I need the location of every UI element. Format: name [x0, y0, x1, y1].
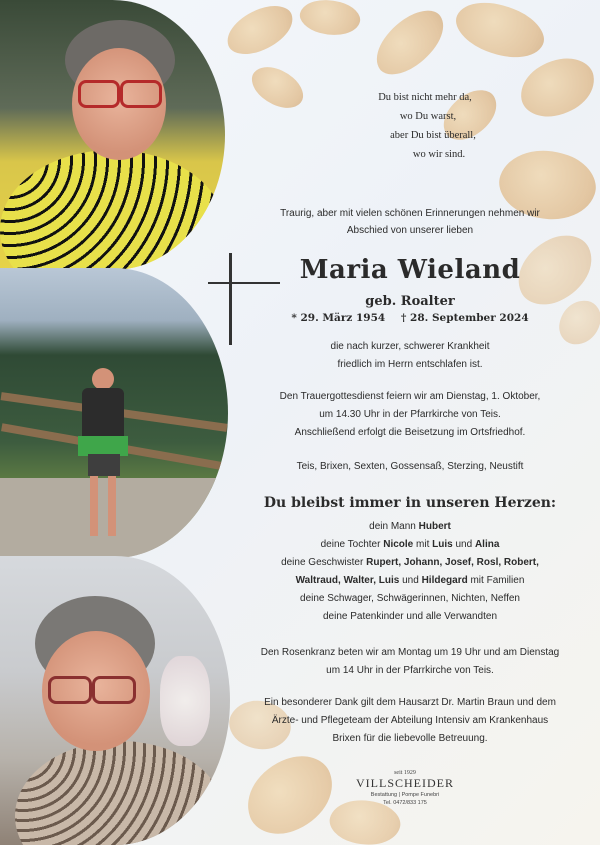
poem-line: wo Du warst,	[399, 111, 457, 122]
portrait-photo-bottom	[0, 556, 230, 845]
family-line: dein Mann Hubert	[369, 521, 451, 532]
leaf-decoration	[364, 1, 455, 84]
leaf-decoration	[449, 0, 552, 72]
leaf-decoration	[220, 0, 299, 61]
portrait-photo-top	[0, 0, 225, 270]
deceased-name: Maria Wieland	[299, 255, 521, 285]
hiking-photo-middle	[0, 268, 228, 558]
funeral-home-logo: seit 1929 VILLSCHEIDER Bestattung | Pompe Funebri Tel. 0472/833 175	[356, 770, 454, 806]
leaf-decoration	[236, 747, 345, 844]
places-list: Teis, Brixen, Sexten, Gossensaß, Sterzing, Neustift	[296, 461, 524, 472]
poem	[240, 88, 580, 164]
family-line: deine Schwager, Schwägerinnen, Nichten, Neffen	[300, 593, 520, 604]
family-line: Waltraud, Walter, Luis und Hildegard mit Familien	[295, 575, 525, 586]
death-date: † 28. September 2024	[400, 312, 529, 324]
family-heading: Du bleibst immer in unseren Herzen:	[263, 495, 557, 511]
family-line: deine Patenkinder und alle Verwandten	[322, 611, 498, 622]
family-line: deine Tochter Nicole mit Luis und Alina	[320, 539, 500, 550]
intro-text: Traurig, aber mit vielen schönen Erinnerungen nehmen wir Abschied von unserer lieben	[280, 208, 540, 236]
birth-name: geb. Roalter	[365, 294, 455, 309]
poem-line: aber Du bist überall,	[390, 130, 476, 141]
poem-line: Du bist nicht mehr da,	[378, 92, 472, 103]
poem-line: wo wir sind.	[412, 149, 466, 160]
leaf-decoration	[296, 0, 363, 42]
birth-date: * 29. März 1954	[291, 312, 386, 324]
family-line: deine Geschwister Rupert, Johann, Josef, Rosl, Robert,	[281, 557, 539, 568]
rosary-info: Den Rosenkranz beten wir am Montag um 19 Uhr und am Dienstag um 14 Uhr in der Pfarrkirche von Teis.	[260, 647, 560, 676]
thanks-text: Ein besonderer Dank gilt dem Hausarzt Dr. Martin Braun und dem Ärzte- und Pflegeteam der Abteilung Intensiv am Krankenhaus Brixen für die liebevolle Betreuung.	[264, 697, 556, 744]
death-notice: die nach kurzer, schwerer Krankheit friedlich im Herrn entschlafen ist.	[330, 341, 490, 370]
family-list	[240, 518, 580, 626]
cross-icon	[229, 253, 232, 345]
life-dates	[240, 312, 580, 324]
funeral-info: Den Trauergottesdienst feiern wir am Dienstag, 1. Oktober, um 14.30 Uhr in der Pfarrkirche von Teis. Anschließend erfolgt die Beisetzung im Ortsfriedhof.	[279, 391, 541, 438]
